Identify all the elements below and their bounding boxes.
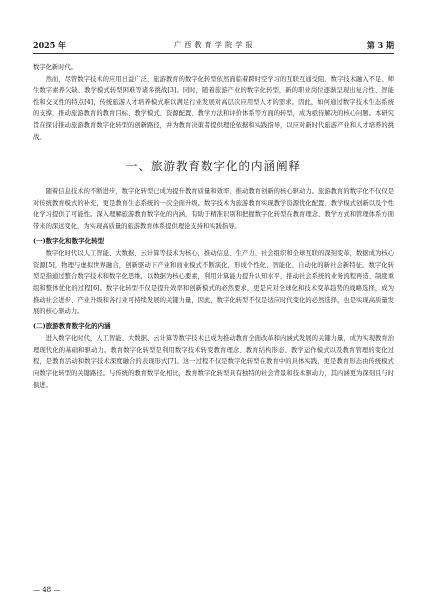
paragraph: 数字化时代以人工智能、大数据、云计算等技术为核心，推动信息、生产力、社会组织和全球互联的深刻变革，数据成为核心资源[5]，物理与虚拟世界融合，创新驱动下产业和商业模式不断演化，形成个性化、智能化、自动化的新社会新特征。数字化转型是指通过整合数字技术和数字化思维，以数据为核心要素，利用计算能力提升认知水平，推动社会系统的业务流程再造、制度重组和整体优化的过程[6]。数字化转型不仅是提升效率和创新模式的必然要求，更是应对全球化和技术变革趋势的战略选择，成为推动社会进步、产业升级和各行业可持续发展的关键力量，因此，数字化转型不仅是适应时代变化的必然选择，也是实现高质量发展的核心驱动力。 [33, 250, 394, 316]
paragraph: 随着信息技术的不断进步，数字化转型已成为提升教育质量和效率、推动教育创新的核心驱动力。旅游教育的数字化不仅仅是对传统教育模式的补充，更是教育生态系统的一次全面升级。数字技术为旅游教育实现教学资源优化配置、教学模式创新以及个性化学习提供了可能性。深入理解旅游教育数字化的内涵，有助于精准识别和把握数字化转型在教育理念、教学方式和管理体系方面带来的深远变化，为实现高质量的旅游教育体系提供理论支持和实践指导。 [33, 188, 394, 230]
header-rule [33, 53, 394, 54]
header-issue: 第 3 期 [366, 40, 394, 50]
running-header [33, 38, 394, 52]
header-year: 2025 年 [33, 40, 67, 50]
section-title: 一、旅游教育数字化的内涵阐释 [126, 159, 301, 174]
paragraph: 然而，尽管数字技术的应用日益广泛，旅游教育的数字化转型依然面临着跨时空学习的互联互通受阻、数字技术融入不足、师生数字素养欠缺、教学模式转型困难等诸多挑战[3]。同时，随着旅游产业的数字化转型，新的职业岗位逐渐呈现出复合性、智能性和交叉性的特点[4]，传统旅游人才培养模式难以满足行业发展对高层次应用型人才的需求。因此，如何通过数字技术生态系统的支撑，推动旅游教育的教育目标、教学模式、资源配置、教学方法和评价体系等方面的转型，成为亟待解决的核心问题。本研究旨在探讨推动旅游教育数字化转型的创新路径，并为教育决策者提供理论依据和实践指导，以应对新时代旅游产业和人才培养的挑战。 [33, 75, 394, 141]
subsection-title: (一)数字化和数字化转型 [33, 236, 105, 245]
article-body [33, 62, 394, 391]
page-number: — 48 — [33, 586, 61, 594]
paragraph: 进入数字化时代，人工智能、大数据、云计算等数字技术已成为推动教育全面改革和内涵式发展的关键力量，成为实现教育治理现代化的基础和驱动力。教育数字化转型是利用数字技术转变教育理念、教育结构形态、教学运作模式以及教育管理的变化过程，是教育活动和数字技术深度融合的表现形式[7]。这一过程不仅是数字化转型在教育中的具体实践，更是教育形态由传统模式向数字化转型的关键路径。与传统的教育数字化相比，教育数字化转型具有独特的社会背景和技术驱动力，其内涵更为深刻且与时俱进。 [33, 335, 394, 389]
paragraph: 数字化新时代。 [33, 64, 78, 71]
header-journal-title: 广 西 教 育 学 院 学 报 [173, 41, 254, 49]
subsection-title: (二)旅游教育数字化的内涵 [33, 321, 111, 330]
